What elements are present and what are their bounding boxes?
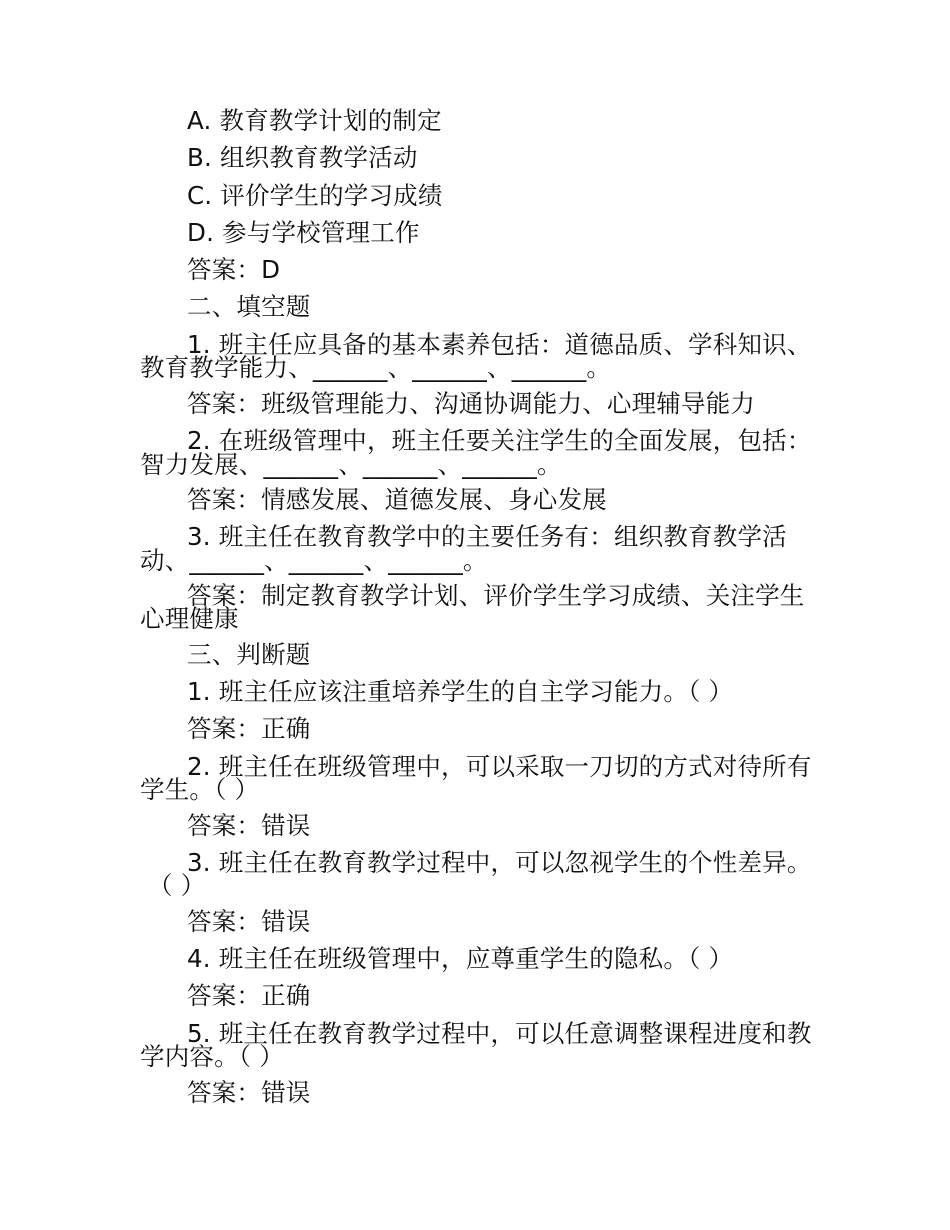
fill-answer-1: 答案：班级管理能力、沟通协调能力、心理辅导能力	[187, 389, 756, 418]
fill-answer-2: 答案：情感发展、道德发展、身心发展	[187, 485, 607, 514]
section-heading-fill: 二、填空题	[187, 292, 311, 321]
fill-question-2: 2. 在班级管理中，班主任要关注学生的全面发展，包括：	[187, 426, 812, 455]
judge-answer-5: 答案：错误	[187, 1078, 311, 1107]
fill-answer-3-cont: 心理健康	[140, 604, 239, 633]
judge-answer-4: 答案：正确	[187, 981, 311, 1010]
fill-answer-3: 答案：制定教育教学计划、评价学生学习成绩、关注学生	[187, 581, 805, 610]
fill-question-3-cont: 动、______、______、______。	[140, 546, 488, 575]
option-b: B. 组织教育教学活动	[187, 143, 418, 172]
judge-answer-3: 答案：错误	[187, 907, 311, 936]
judge-answer-2: 答案：错误	[187, 811, 311, 840]
section-heading-judge: 三、判断题	[187, 640, 311, 669]
answer-line: 答案：D	[187, 255, 281, 284]
judge-question-3: 3. 班主任在教育教学过程中，可以忽视学生的个性差异。	[187, 848, 812, 877]
fill-question-3: 3. 班主任在教育教学中的主要任务有：组织教育教学活	[187, 522, 787, 551]
fill-question-2-cont: 智力发展、______、______、______。	[140, 450, 562, 479]
judge-question-2-cont: 学生。（ ）	[140, 775, 260, 804]
judge-question-3-cont: （ ）	[148, 871, 206, 900]
judge-question-2: 2. 班主任在班级管理中，可以采取一刀切的方式对待所有	[187, 752, 812, 781]
option-a: A. 教育教学计划的制定	[187, 106, 442, 135]
judge-question-5: 5. 班主任在教育教学过程中，可以任意调整课程进度和教	[187, 1019, 812, 1048]
fill-question-1-cont: 教育教学能力、______、______、______。	[140, 353, 612, 382]
judge-question-5-cont: 学内容。（ ）	[140, 1042, 284, 1071]
fill-question-1: 1. 班主任应具备的基本素养包括：道德品质、学科知识、	[187, 330, 812, 359]
option-c: C. 评价学生的学习成绩	[187, 181, 443, 210]
judge-answer-1: 答案：正确	[187, 714, 311, 743]
option-d: D. 参与学校管理工作	[187, 218, 420, 247]
judge-question-4: 4. 班主任在班级管理中，应尊重学生的隐私。（ ）	[187, 944, 734, 973]
judge-question-1: 1. 班主任应该注重培养学生的自主学习能力。（ ）	[187, 677, 734, 706]
